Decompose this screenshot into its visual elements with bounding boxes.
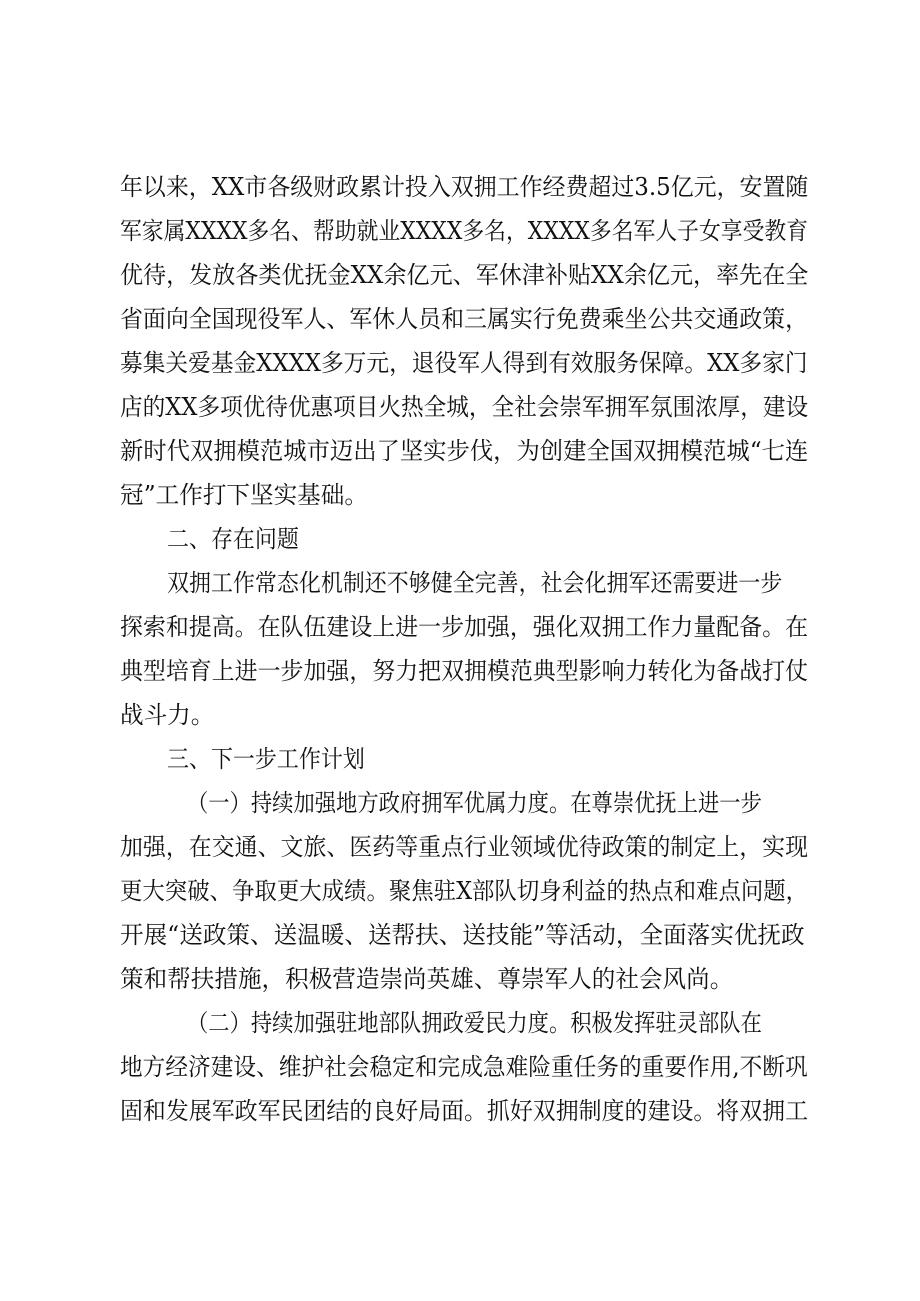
plan2-line-3: 固和发展军政军民团结的良好局面。抓好双拥制度的建设。将双拥工 (120, 1097, 808, 1125)
intro-line-5: 募集关爱基金XXXX多万元，退役军人得到有效服务保障。XX多家门 (120, 349, 808, 377)
problems-line-4: 战斗力。 (120, 701, 215, 729)
problems-line-1: 双拥工作常态化机制还不够健全完善，社会化拥军还需要进一步 (167, 569, 783, 597)
intro-line-7: 新时代双拥模范城市迈出了坚实步伐，为创建全国双拥模范城“七连 (120, 437, 809, 465)
intro-line-8: 冠”工作打下坚实基础。 (120, 481, 368, 509)
section-heading-plan: 三、下一步工作计划 (167, 745, 365, 773)
problems-line-3: 典型培育上进一步加强，努力把双拥模范典型影响力转化为备战打仗 (120, 657, 808, 685)
intro-line-2: 军家属XXXX多名、帮助就业XXXX多名，XXXX多名军人子女享受教育 (120, 217, 809, 245)
problems-line-2: 探索和提高。在队伍建设上进一步加强，强化双拥工作力量配备。在 (120, 613, 808, 641)
plan2-line-1: （二）持续加强驻地部队拥政爱民力度。积极发挥驻灵部队在 (187, 1009, 762, 1037)
intro-line-1: 年以来，XX市各级财政累计投入双拥工作经费超过3.5亿元，安置随 (120, 173, 809, 201)
section-heading-problems: 二、存在问题 (167, 525, 299, 553)
plan1-line-4: 开展“送政策、送温暖、送帮扶、送技能”等活动，全面落实优抚政 (120, 921, 805, 949)
plan1-line-2: 加强，在交通、文旅、医药等重点行业领域优待政策的制定上，实现 (120, 833, 808, 861)
intro-line-6: 店的XX多项优待优惠项目火热全城，全社会崇军拥军氛围浓厚，建设 (120, 393, 809, 421)
intro-line-3: 优待，发放各类优抚金XX余亿元、军休津补贴XX余亿元，率先在全 (120, 261, 809, 289)
plan1-line-5: 策和帮扶措施，积极营造崇尚英雄、尊崇军人的社会风尚。 (120, 965, 734, 993)
plan1-line-1: （一）持续加强地方政府拥军优属力度。在尊崇优抚上进一步 (187, 789, 762, 817)
intro-line-4: 省面向全国现役军人、军休人员和三属实行免费乘坐公共交通政策， (120, 305, 808, 333)
plan1-line-3: 更大突破、争取更大成绩。聚焦驻X部队切身利益的热点和难点问题， (120, 877, 809, 905)
plan2-line-2: 地方经济建设、维护社会稳定和完成急难险重任务的重要作用,不断巩 (120, 1053, 808, 1081)
